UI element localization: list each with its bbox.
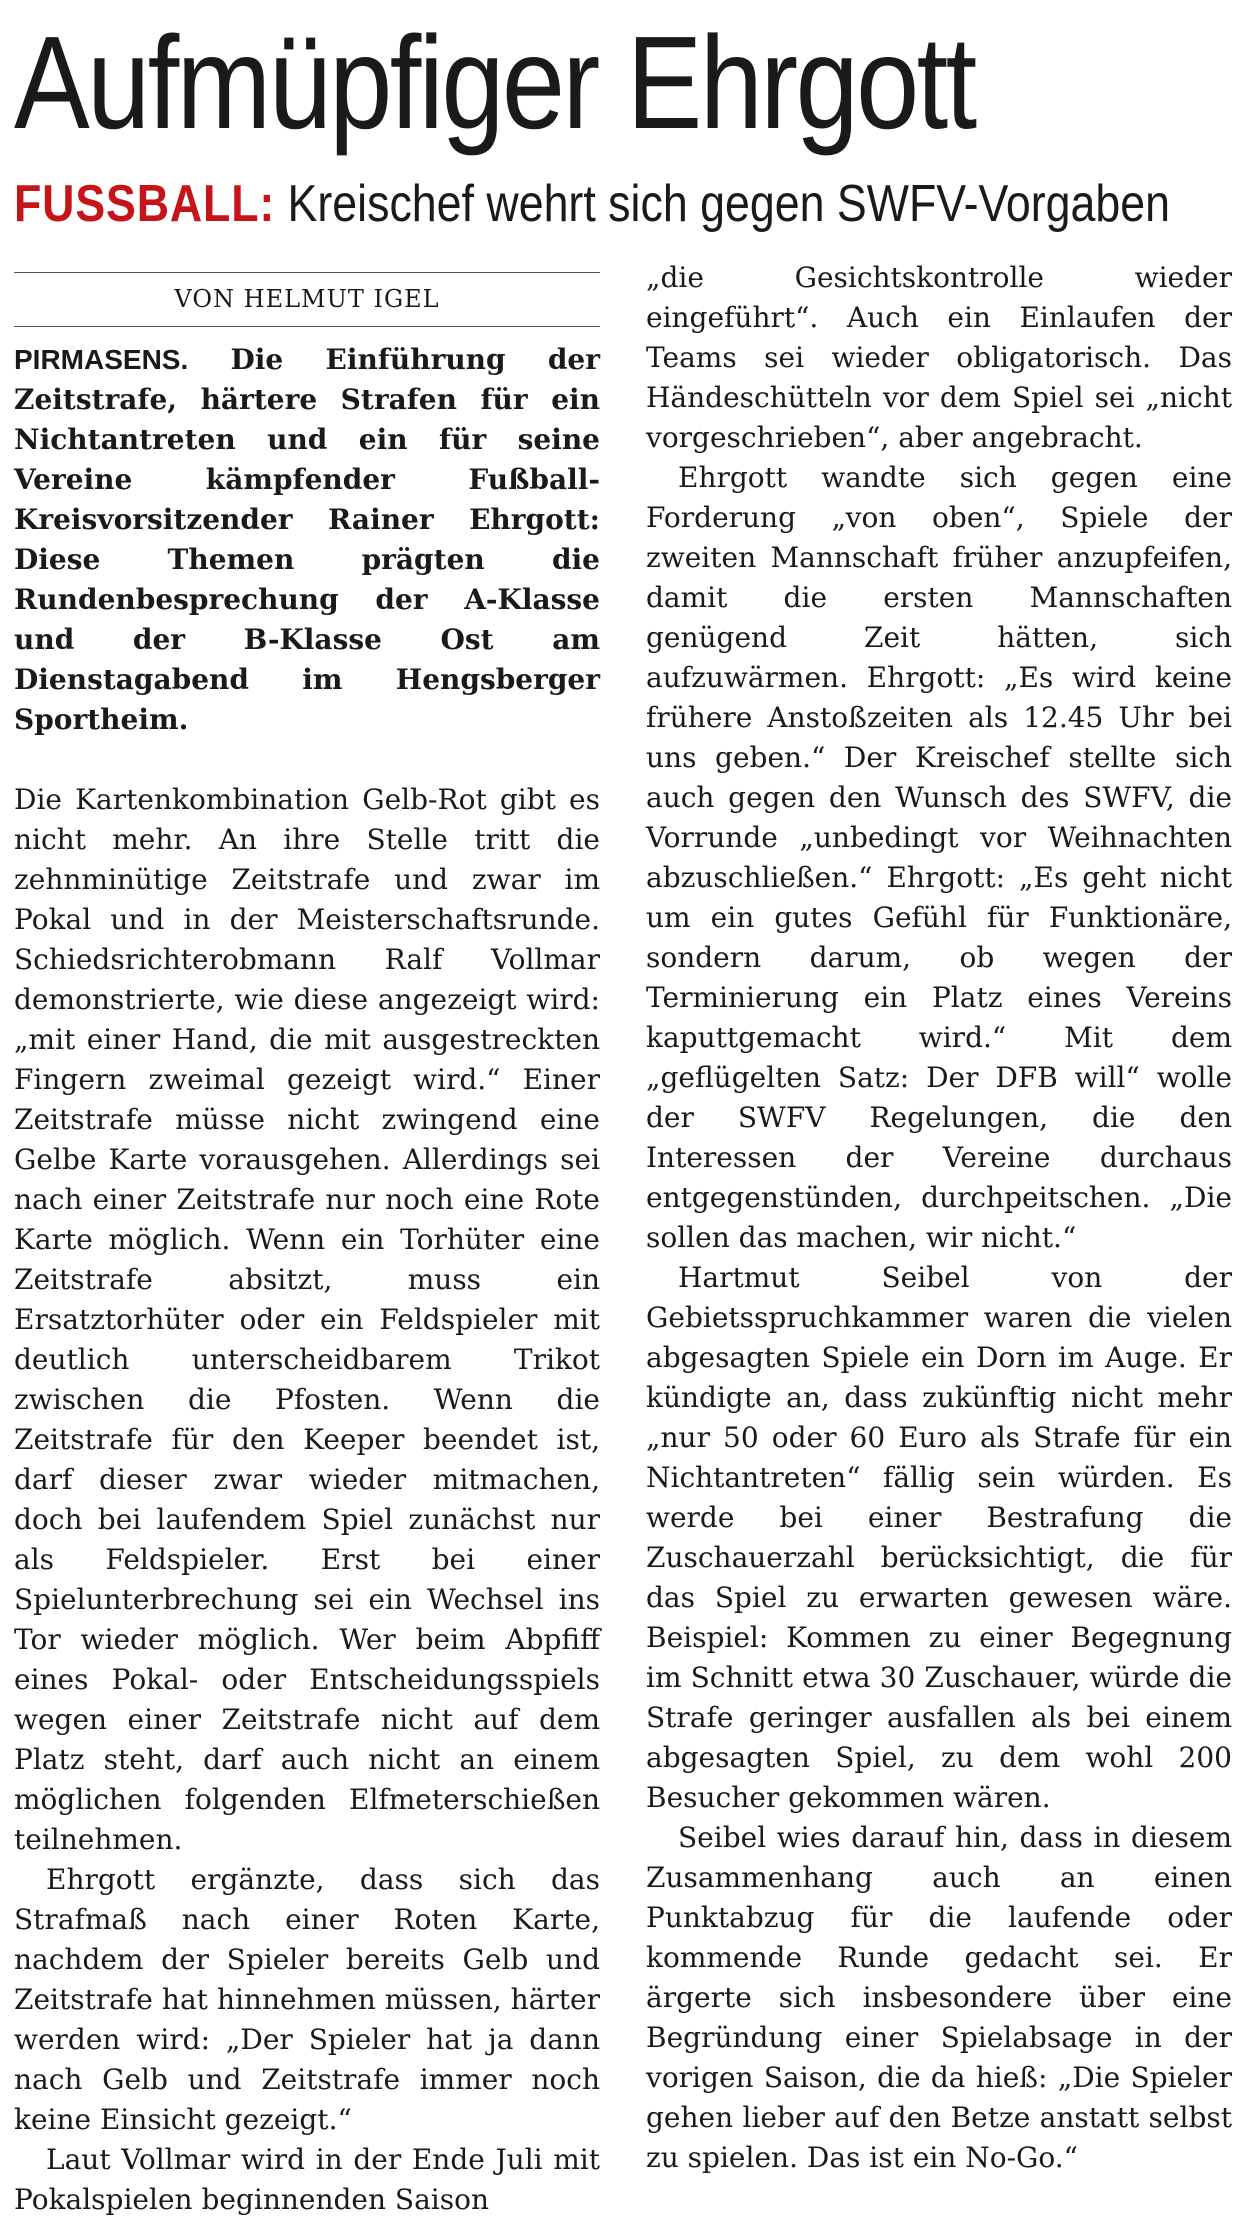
dateline: PIRMASENS. [14, 344, 189, 375]
body-paragraph-2: Ehrgott ergänzte, dass sich das Strafmaß nach einer Roten Karte, nachdem der Spieler bereits Gelb und Zeitstrafe hat hinnehmen müssen, härter werden wird: „Der Spieler hat ja dann nach Gelb und Zeitstrafe immer noch keine Einsicht gezeigt.“ [14, 1863, 600, 2136]
body-paragraph-3-start: Laut Vollmar wird in der Ende Juli mit Pokalspielen beginnenden Saison [14, 2143, 600, 2216]
body-paragraph-1: Die Kartenkombination Gelb-Rot gibt es nicht mehr. An ihre Stelle tritt die zehnminütige Zeitstrafe und zwar im Pokal und in der Meisterschaftsrunde. Schiedsrichterobmann Ralf Vollmar demonstrierte, wie diese angezeigt wird: „mit einer Hand, die mit ausgestreckten Fingern zweimal gezeigt wird.“ Einer Zeitstrafe müsse nicht zwingend eine Gelbe Karte vorausgehen. Allerdings sei nach einer Zeitstrafe nur noch eine Rote Karte möglich. Wenn ein Torhüter eine Zeitstrafe absitzt, muss ein Ersatztorhüter oder ein Feldspieler mit deutlich unterscheidbarem Trikot zwischen die Pfosten. Wenn die Zeitstrafe für den Keeper beendet ist, darf dieser zwar wieder mitmachen, doch bei laufendem Spiel zunächst nur als Feldspieler. Erst bei einer Spielunterbrechung sei ein Wechsel ins Tor wieder möglich. Wer beim Abpfiff eines Pokal- oder Entscheidungsspiels wegen einer Zeitstrafe nicht auf dem Platz steht, darf auch nicht an einem möglichen folgenden Elfmeterschießen teilnehmen. [14, 783, 600, 1856]
body-paragraph-5: Hartmut Seibel von der Gebietsspruchkammer waren die vielen abgesagten Spiele ein Dorn im Auge. Er kündigte an, dass zukünftig nicht mehr „nur 50 oder 60 Euro als Strafe für ein Nichtantreten“ fällig sein würden. Es werde bei einer Bestrafung die Zuschauerzahl berücksichtigt, die für das Spiel zu erwarten gewesen wäre. Beispiel: Kommen zu einer Begegnung im Schnitt etwa 30 Zuschauer, würde die Strafe geringer ausfallen als bei einem abgesagten Spiel, zu dem wohl 200 Besucher gekommen wären. [646, 1261, 1232, 1814]
lead-paragraph [14, 340, 600, 740]
body-paragraph-4: Ehrgott wandte sich gegen eine Forderung „von oben“, Spiele der zweiten Mannschaft früher anzupfeifen, damit die ersten Mannschaften genügend Zeit hätten, sich aufzuwärmen. Ehrgott: „Es wird keine frühere Anstoßzeiten als 12.45 Uhr bei uns geben.“ Der Kreischef stellte sich auch gegen den Wunsch des SWFV, die Vorrunde „unbedingt vor Weihnachten abzuschließen.“ Ehrgott: „Es geht nicht um ein gutes Gefühl für Funktionäre, sondern darum, ob wegen der Terminierung ein Platz eines Vereins kaputtgemacht wird.“ Mit dem „geflügelten Satz: Der DFB will“ wolle der SWFV Regelungen, die den Interessen der Vereine durchaus entgegenstünden, durchpeitschen. „Die sollen das machen, wir nicht.“ [646, 461, 1232, 1254]
body-paragraph-6: Seibel wies darauf hin, dass in diesem Zusammenhang auch an einen Punktabzug für die laufende oder kommende Runde gedacht sei. Er ärgerte sich insbesondere über eine Begründung einer Spielabsage in der vorigen Saison, die da hieß: „Die Spieler gehen lieber auf den Betze anstatt selbst zu spielen. Das ist ein No-Go.“ [646, 1821, 1232, 2174]
subheadline [14, 172, 1171, 236]
lead-text: Die Einführung der Zeitstrafe, härtere Strafen für ein Nichtantreten und ein für seine Vereine kämpfender Fußball-Kreisvorsitzender Rainer Ehrgott: Diese Themen prägten die Rundenbesprechung der A-Klasse und der B-Klasse Ost am Dienstagabend im Hengsberger Sportheim. [14, 343, 601, 736]
byline-rule-bottom [14, 326, 600, 327]
body-paragraph-3-end: „die Gesichtskontrolle wieder eingeführt“. Auch ein Einlaufen der Teams sei wieder obligatorisch. Das Händeschütteln vor dem Spiel sei „nicht vorgeschrieben“, aber angebracht. [646, 261, 1232, 454]
byline: VON HELMUT IGEL [174, 285, 440, 313]
subheadline-text: Kreischef wehrt sich gegen SWFV-Vorgaben [287, 175, 1171, 233]
column-left [14, 340, 601, 2216]
byline-rule-top [14, 272, 600, 273]
headline: Aufmüpfiger Ehrgott [14, 9, 975, 156]
column-right [646, 258, 1232, 2174]
kicker: FUSSBALL: [14, 175, 276, 233]
